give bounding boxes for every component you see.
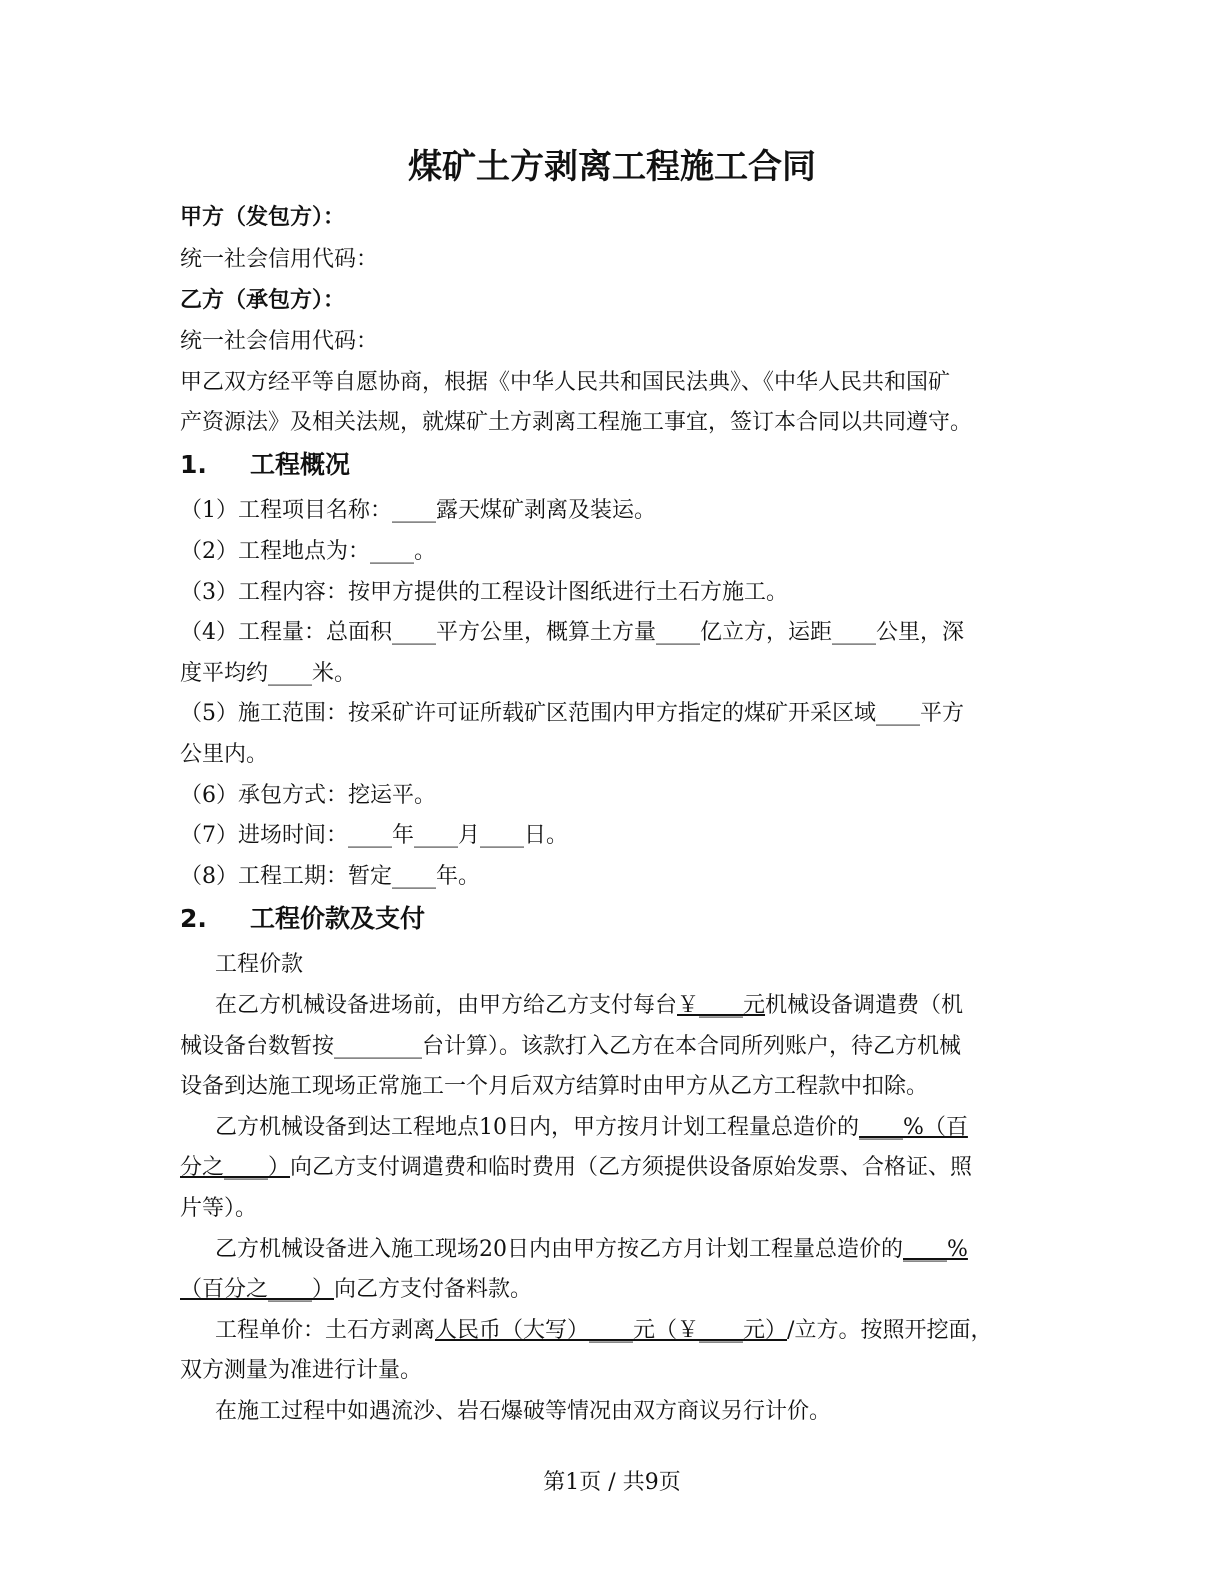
party-a-credit-code: 统一社会信用代码： bbox=[180, 247, 379, 272]
text: 工程单价：土石方剥离 bbox=[215, 1318, 436, 1343]
paragraph-line: 在施工过程中如遇流沙、岩石爆破等情况由双方商议另行计价。 bbox=[215, 1399, 832, 1424]
section-1-item: 公里内。 bbox=[180, 742, 269, 767]
preamble-line-1: 甲乙双方经平等自愿协商，根据《中华人民共和国民法典》、《中华人民共和国矿 bbox=[180, 370, 951, 395]
page-number-footer: 第1页 / 共9页 bbox=[543, 1470, 681, 1495]
paragraph-line: 双方测量为准进行计量。 bbox=[180, 1358, 423, 1383]
blank-field: ____% bbox=[903, 1237, 968, 1262]
section-1-item: （8）工程工期：暂定____年。 bbox=[180, 864, 480, 889]
paragraph-line: 设备到达施工现场正常施工一个月后双方结算时由甲方从乙方工程款中扣除。 bbox=[180, 1074, 929, 1099]
section-2-heading bbox=[180, 904, 1050, 934]
paragraph-line bbox=[215, 1316, 1085, 1346]
blank-field: 分之____） bbox=[180, 1155, 291, 1180]
section-1-number: 1. bbox=[180, 450, 207, 479]
section-1-title: 工程概况 bbox=[250, 450, 351, 479]
section-1-item: （7）进场时间：____年____月____日。 bbox=[180, 823, 568, 848]
paragraph-line bbox=[180, 1275, 1050, 1305]
party-a-label: 甲方（发包方）： bbox=[180, 205, 346, 230]
blank-field: （百分之____） bbox=[180, 1277, 335, 1302]
section-1-item: 度平均约____米。 bbox=[180, 661, 357, 686]
party-b-label: 乙方（承包方）： bbox=[180, 288, 346, 313]
section-1-item: （1）工程项目名称：____露天煤矿剥离及装运。 bbox=[180, 498, 656, 523]
section-1-item: （6）承包方式：挖运平。 bbox=[180, 783, 436, 808]
paragraph-line bbox=[215, 991, 1085, 1021]
party-b-credit-code: 统一社会信用代码： bbox=[180, 329, 379, 354]
section-1-item: （3）工程内容：按甲方提供的工程设计图纸进行土石方施工。 bbox=[180, 580, 788, 605]
paragraph-line bbox=[180, 1153, 1050, 1183]
paragraph-line: 械设备台数暂按________台计算）。该款打入乙方在本合同所列账户，待乙方机械 bbox=[180, 1034, 962, 1059]
section-1-item: （5）施工范围：按采矿许可证所载矿区范围内甲方指定的煤矿开采区域____平方 bbox=[180, 701, 964, 726]
text: 向乙方支付调遣费和临时费用（乙方须提供设备原始发票、合格证、照 bbox=[290, 1155, 973, 1180]
text: /立方。按照开挖面， bbox=[787, 1318, 993, 1343]
blank-field: ____%（百 bbox=[859, 1115, 968, 1140]
text: 机械设备调遣费（机 bbox=[765, 993, 964, 1018]
paragraph-line bbox=[215, 1113, 1085, 1143]
paragraph-line: 片等）。 bbox=[180, 1196, 258, 1221]
blank-field: ￥____元 bbox=[677, 993, 766, 1018]
text: 向乙方支付备料款。 bbox=[334, 1277, 533, 1302]
section-2-title: 工程价款及支付 bbox=[250, 904, 426, 933]
text: 乙方机械设备到达工程地点10日内，甲方按月计划工程量总造价的 bbox=[215, 1115, 859, 1140]
document-title: 煤矿土方剥离工程施工合同 bbox=[408, 147, 816, 187]
blank-field: 人民币（大写）____元（￥____元） bbox=[435, 1318, 788, 1343]
paragraph-line bbox=[215, 1235, 1085, 1265]
section-1-heading bbox=[180, 450, 1050, 480]
text: 乙方机械设备进入施工现场20日内由甲方按乙方月计划工程量总造价的 bbox=[215, 1237, 903, 1262]
section-1-item: （2）工程地点为：____。 bbox=[180, 539, 436, 564]
preamble-line-2: 产资源法》及相关法规，就煤矿土方剥离工程施工事宜，签订本合同以共同遵守。 bbox=[180, 410, 973, 435]
section-2-subtitle: 工程价款 bbox=[215, 952, 304, 977]
section-1-item: （4）工程量：总面积____平方公里，概算土方量____亿立方，运距____公里，深 bbox=[180, 620, 964, 645]
text: 在乙方机械设备进场前，由甲方给乙方支付每台 bbox=[215, 993, 678, 1018]
section-2-number: 2. bbox=[180, 904, 207, 933]
